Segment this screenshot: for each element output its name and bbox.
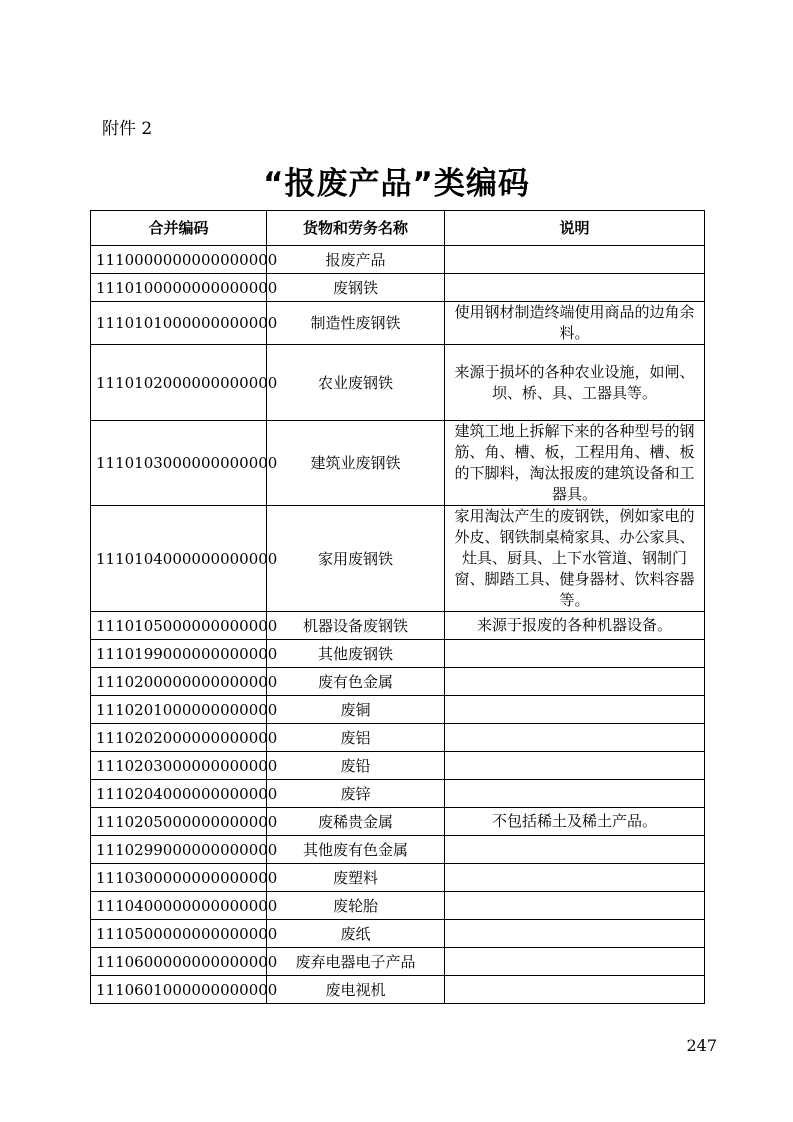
cell-code: 1110201000000000000 xyxy=(91,696,267,724)
cell-name: 废铝 xyxy=(267,724,445,752)
cell-description xyxy=(445,274,705,302)
table-row xyxy=(91,421,705,506)
cell-name: 废有色金属 xyxy=(267,668,445,696)
cell-description: 家用淘汰产生的废钢铁，例如家电的外皮、钢铁制桌椅家具、办公家具、灶具、厨具、上下水管道、钢制门窗、脚踏工具、健身器材、饮料容器等。 xyxy=(445,506,705,612)
table-row xyxy=(91,668,705,696)
cell-name: 废稀贵金属 xyxy=(267,808,445,836)
header-code: 合并编码 xyxy=(91,211,267,246)
cell-name: 废轮胎 xyxy=(267,892,445,920)
table-row xyxy=(91,506,705,612)
cell-name: 报废产品 xyxy=(267,246,445,274)
cell-name: 废塑料 xyxy=(267,864,445,892)
cell-description xyxy=(445,246,705,274)
code-table xyxy=(90,210,705,1004)
cell-name: 农业废钢铁 xyxy=(267,345,445,421)
cell-description: 建筑工地上拆解下来的各种型号的钢筋、角、槽、板，工程用角、槽、板的下脚料，淘汰报废的建筑设备和工器具。 xyxy=(445,421,705,506)
cell-description xyxy=(445,892,705,920)
cell-description xyxy=(445,724,705,752)
cell-code: 1110104000000000000 xyxy=(91,506,267,612)
cell-description xyxy=(445,780,705,808)
cell-description xyxy=(445,948,705,976)
table-header-row xyxy=(91,211,705,246)
table-row xyxy=(91,302,705,345)
cell-description xyxy=(445,976,705,1004)
cell-name: 废电视机 xyxy=(267,976,445,1004)
cell-code: 1110600000000000000 xyxy=(91,948,267,976)
cell-code: 1110101000000000000 xyxy=(91,302,267,345)
document-title: “报废产品”类编码 xyxy=(263,166,530,202)
cell-code: 1110102000000000000 xyxy=(91,345,267,421)
cell-description xyxy=(445,836,705,864)
table-row xyxy=(91,696,705,724)
cell-code: 1110299000000000000 xyxy=(91,836,267,864)
header-name: 货物和劳务名称 xyxy=(267,211,445,246)
cell-name: 其他废钢铁 xyxy=(267,640,445,668)
cell-code: 1110205000000000000 xyxy=(91,808,267,836)
cell-description: 来源于损坏的各种农业设施，如闸、坝、桥、具、工器具等。 xyxy=(445,345,705,421)
table-row xyxy=(91,345,705,421)
cell-name: 其他废有色金属 xyxy=(267,836,445,864)
cell-code: 1110500000000000000 xyxy=(91,920,267,948)
cell-name: 家用废钢铁 xyxy=(267,506,445,612)
cell-description xyxy=(445,864,705,892)
cell-code: 1110203000000000000 xyxy=(91,752,267,780)
cell-code: 1110601000000000000 xyxy=(91,976,267,1004)
table-row xyxy=(91,836,705,864)
table-row xyxy=(91,976,705,1004)
cell-name: 制造性废钢铁 xyxy=(267,302,445,345)
cell-description xyxy=(445,752,705,780)
page-number: 247 xyxy=(686,1036,717,1055)
cell-description xyxy=(445,640,705,668)
cell-code: 1110204000000000000 xyxy=(91,780,267,808)
cell-name: 废锌 xyxy=(267,780,445,808)
table-row xyxy=(91,640,705,668)
table-row xyxy=(91,752,705,780)
table-row xyxy=(91,920,705,948)
attachment-label: 附件 2 xyxy=(102,119,153,139)
table-row xyxy=(91,724,705,752)
header-description: 说明 xyxy=(445,211,705,246)
cell-name: 废铜 xyxy=(267,696,445,724)
table-row xyxy=(91,808,705,836)
cell-name: 废弃电器电子产品 xyxy=(267,948,445,976)
cell-description: 不包括稀土及稀土产品。 xyxy=(445,808,705,836)
cell-name: 建筑业废钢铁 xyxy=(267,421,445,506)
cell-description xyxy=(445,920,705,948)
cell-code: 1110400000000000000 xyxy=(91,892,267,920)
cell-description: 来源于报废的各种机器设备。 xyxy=(445,612,705,640)
cell-code: 1110105000000000000 xyxy=(91,612,267,640)
cell-code: 1110100000000000000 xyxy=(91,274,267,302)
cell-code: 1110200000000000000 xyxy=(91,668,267,696)
cell-code: 1110000000000000000 xyxy=(91,246,267,274)
cell-code: 1110199000000000000 xyxy=(91,640,267,668)
cell-name: 废钢铁 xyxy=(267,274,445,302)
cell-code: 1110300000000000000 xyxy=(91,864,267,892)
cell-name: 废纸 xyxy=(267,920,445,948)
table-row xyxy=(91,246,705,274)
cell-name: 废铅 xyxy=(267,752,445,780)
table-row xyxy=(91,612,705,640)
cell-description xyxy=(445,696,705,724)
cell-code: 1110202000000000000 xyxy=(91,724,267,752)
table-row xyxy=(91,864,705,892)
table-row xyxy=(91,274,705,302)
table-row xyxy=(91,780,705,808)
cell-description xyxy=(445,668,705,696)
table-row xyxy=(91,948,705,976)
cell-code: 1110103000000000000 xyxy=(91,421,267,506)
cell-name: 机器设备废钢铁 xyxy=(267,612,445,640)
cell-description: 使用钢材制造终端使用商品的边角余料。 xyxy=(445,302,705,345)
table-row xyxy=(91,892,705,920)
